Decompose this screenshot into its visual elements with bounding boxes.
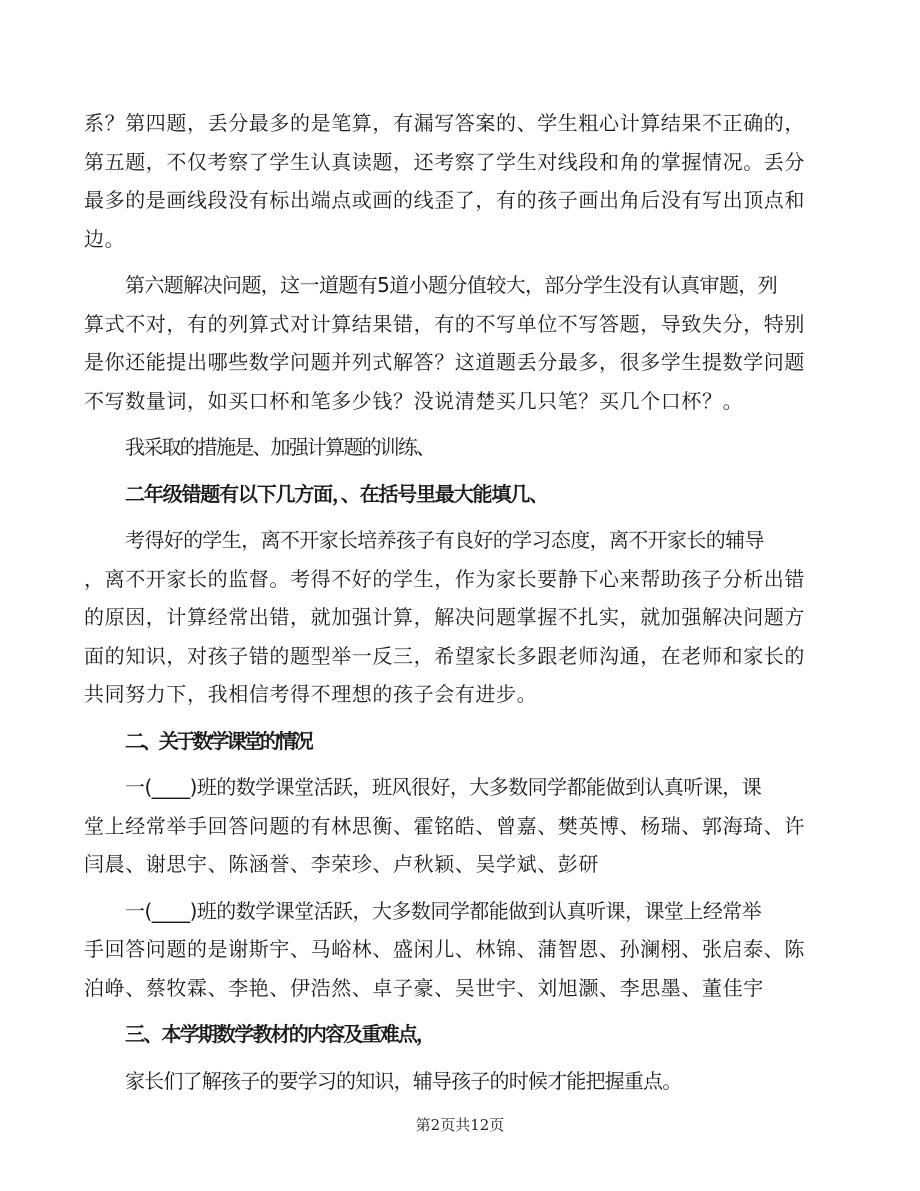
text-line: 面的知识，对孩子错的题型举一反三，希望家长多跟老师沟通，在老师和家长的 bbox=[84, 643, 805, 668]
paragraph bbox=[84, 768, 836, 884]
paragraph bbox=[84, 104, 836, 258]
paragraph bbox=[84, 521, 836, 714]
text-line: 考得好的学生，离不开家长培养孩子有良好的学习态度，离不开家长的辅导 bbox=[125, 528, 764, 552]
text-line: 二、关于数学课堂的情况 bbox=[125, 728, 311, 753]
text-line: 是你还能提出哪些数学问题并列式解答？这道题丢分最多，很多学生提数学问题 bbox=[84, 350, 805, 374]
section-heading bbox=[84, 1015, 836, 1054]
text-line: ，离不开家长的监督。考得不好的学生，作为家长要静下心来帮助孩子分析出错 bbox=[84, 566, 805, 591]
text-line: 一(____)班的数学课堂活跃，大多数同学都能做到认真听课，课堂上经常举 bbox=[125, 898, 762, 923]
text-line: 一(____)班的数学课堂活跃，班风很好，大多数同学都能做到认真听课，课 bbox=[125, 775, 762, 799]
text-line: 边。 bbox=[84, 226, 126, 251]
section-heading bbox=[84, 475, 836, 514]
text-line: 家长们了解孩子的要学习的知识，辅导孩子的时候才能把握重点。 bbox=[125, 1068, 682, 1093]
paragraph bbox=[84, 892, 836, 1008]
text-line: 第五题，不仅考察了学生认真读题，还考察了学生对线段和角的掌握情况。丢分 bbox=[84, 149, 805, 174]
text-line: 最多的是画线段没有标出端点或画的线歪了，有的孩子画出角后没有写出顶点和 bbox=[84, 188, 805, 212]
text-line: 不写数量词，如买口杯和笔多少钱？没说清楚买几只笔？买几个口杯？。 bbox=[84, 388, 744, 413]
text-line: 算式不对，有的列算式对计算结果错，有的不写单位不写答题，导致失分，特别 bbox=[84, 311, 805, 336]
text-line: 三、本学期数学教材的内容及重难点， bbox=[125, 1022, 435, 1046]
text-line: 系？第四题，丢分最多的是笔算，有漏写答案的、学生粗心计算结果不正确的， bbox=[84, 111, 805, 135]
text-line: 二年级错题有以下几方面，、在括号里最大能填几、 bbox=[125, 481, 548, 506]
text-line: 共同努力下，我相信考得不理想的孩子会有进步。 bbox=[84, 682, 538, 706]
text-line: 第六题解决问题，这一道题有5道小题分值较大，部分学生没有认真审题，列 bbox=[125, 273, 778, 297]
paragraph bbox=[84, 428, 836, 467]
text-line: 手回答问题的是谢斯宇、马峪林、盛闲儿、林锦、蒲智恩、孙澜栩、张启泰、陈 bbox=[84, 937, 805, 961]
text-line: 的原因，计算经常出错，就加强计算，解决问题掌握不扎实，就加强解决问题方 bbox=[84, 605, 805, 629]
page-footer: 第2页共12页 bbox=[415, 1116, 505, 1134]
document-body bbox=[84, 104, 836, 1108]
text-line: 闫晨、谢思宇、陈涵誉、李荣珍、卢秋颖、吴学斌、彭研 bbox=[84, 852, 599, 876]
paragraph bbox=[84, 266, 836, 420]
paragraph bbox=[84, 1062, 836, 1101]
text-line: 堂上经常举手回答问题的有林思衡、霍铭皓、曾嘉、樊英博、杨瑞、郭海琦、许 bbox=[84, 813, 805, 838]
text-line: 泊峥、蔡牧霖、李艳、伊浩然、卓子豪、吴世宇、刘旭灏、李思墨、董佳宇 bbox=[84, 975, 764, 1000]
section-heading bbox=[84, 722, 836, 761]
text-line: 我采取的措施是、加强计算题的训练、 bbox=[125, 435, 435, 459]
